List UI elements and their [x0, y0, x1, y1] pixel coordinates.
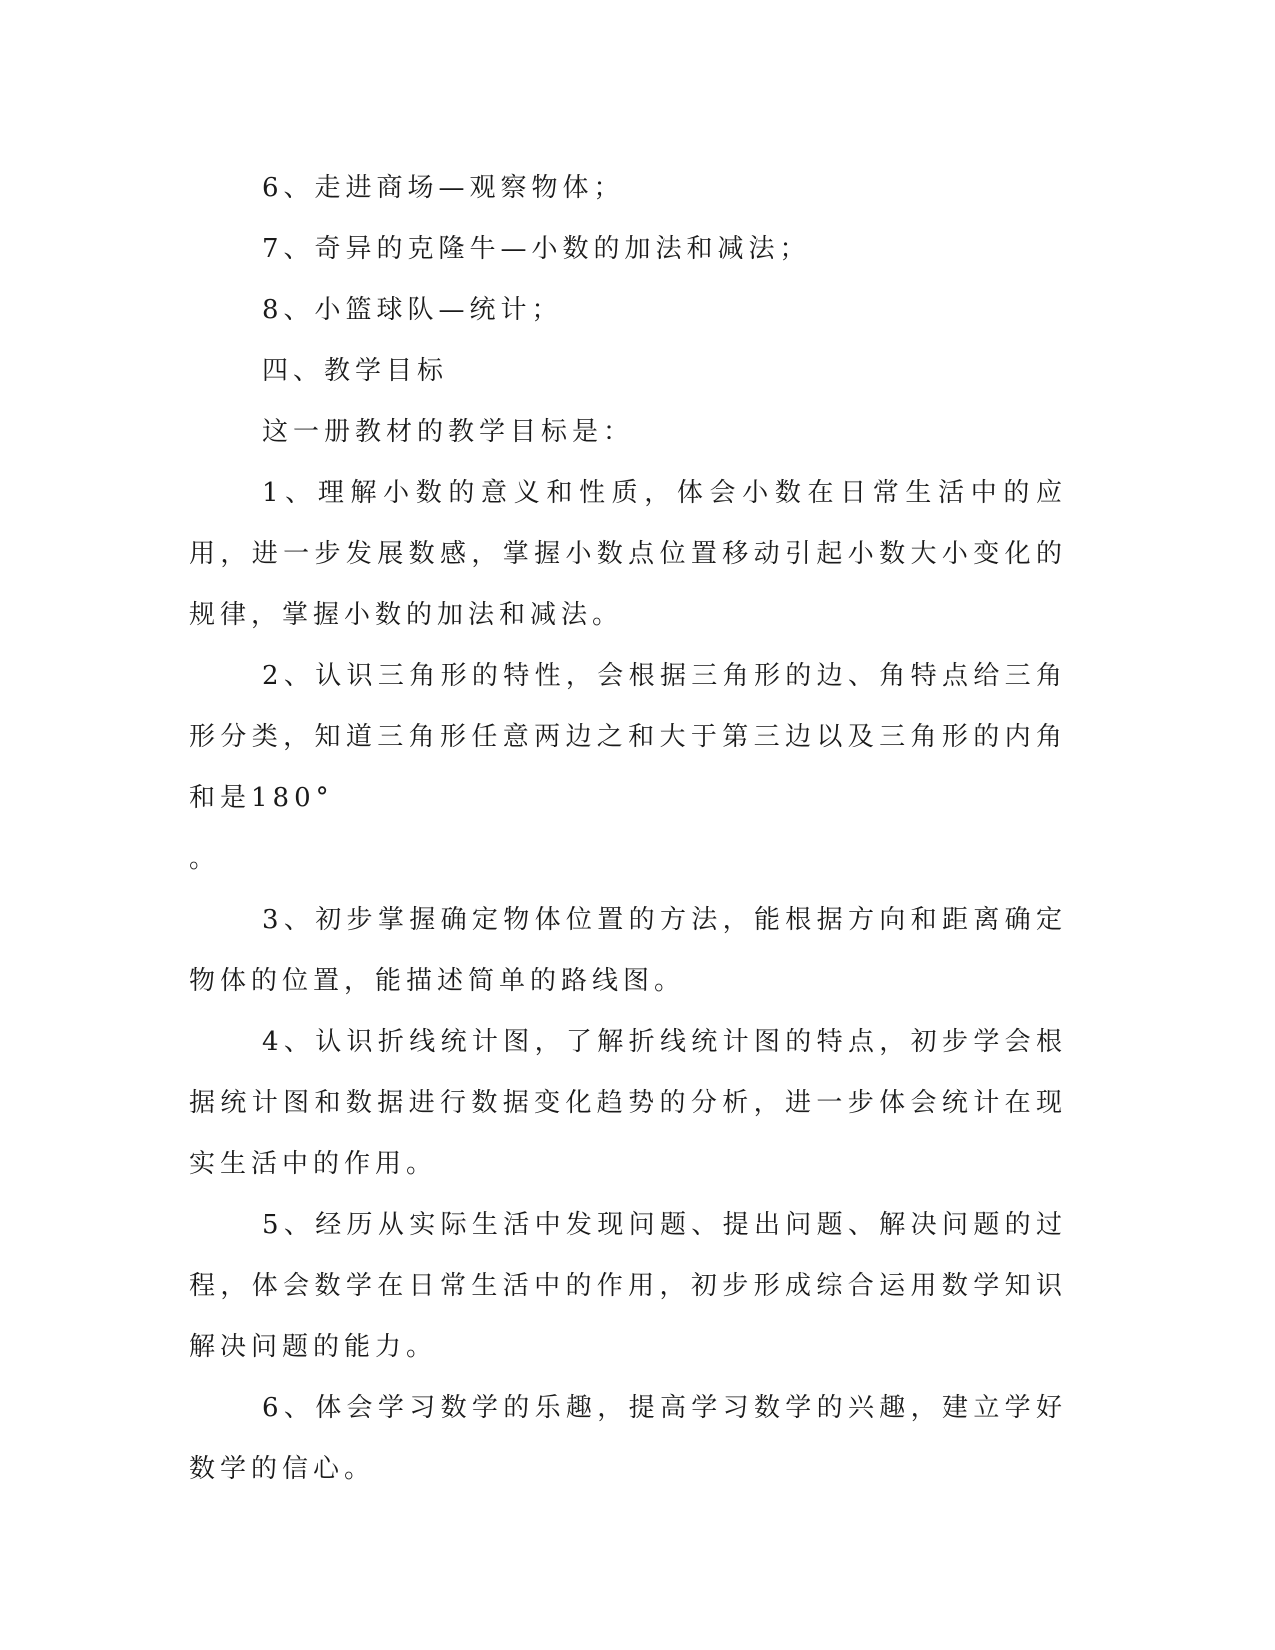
goal-item-2-period: 。 [189, 844, 221, 874]
document-body [189, 158, 1067, 1500]
section-heading-teaching-goals: 四、教学目标 [262, 356, 449, 386]
list-item-shopping-mall: 6、走进商场—观察物体； [262, 173, 625, 203]
goal-item-5: 5、经历从实际生活中发现问题、提出问题、解决问题的过程，体会数学在日常生活中的作用，初步形成综合运用数学知识解决问题的能力。 [189, 1210, 1067, 1362]
list-item-basketball-team: 8、小篮球队—统计； [262, 295, 563, 325]
goal-item-1: 1、理解小数的意义和性质，体会小数在日常生活中的应用，进一步发展数感，掌握小数点位置移动引起小数大小变化的规律，掌握小数的加法和减法。 [189, 478, 1067, 630]
goal-item-2: 2、认识三角形的特性，会根据三角形的边、角特点给三角形分类，知道三角形任意两边之和大于第三边以及三角形的内角和是180° [189, 661, 1067, 813]
goal-item-4: 4、认识折线统计图，了解折线统计图的特点，初步学会根据统计图和数据进行数据变化趋势的分析，进一步体会统计在现实生活中的作用。 [189, 1027, 1067, 1179]
list-item-cloned-cow: 7、奇异的克隆牛—小数的加法和减法； [262, 234, 811, 264]
goal-item-3: 3、初步掌握确定物体位置的方法，能根据方向和距离确定物体的位置，能描述简单的路线图。 [189, 905, 1067, 996]
goal-item-6: 6、体会学习数学的乐趣，提高学习数学的兴趣，建立学好数学的信心。 [189, 1393, 1067, 1484]
goals-intro: 这一册教材的教学目标是： [262, 417, 635, 447]
